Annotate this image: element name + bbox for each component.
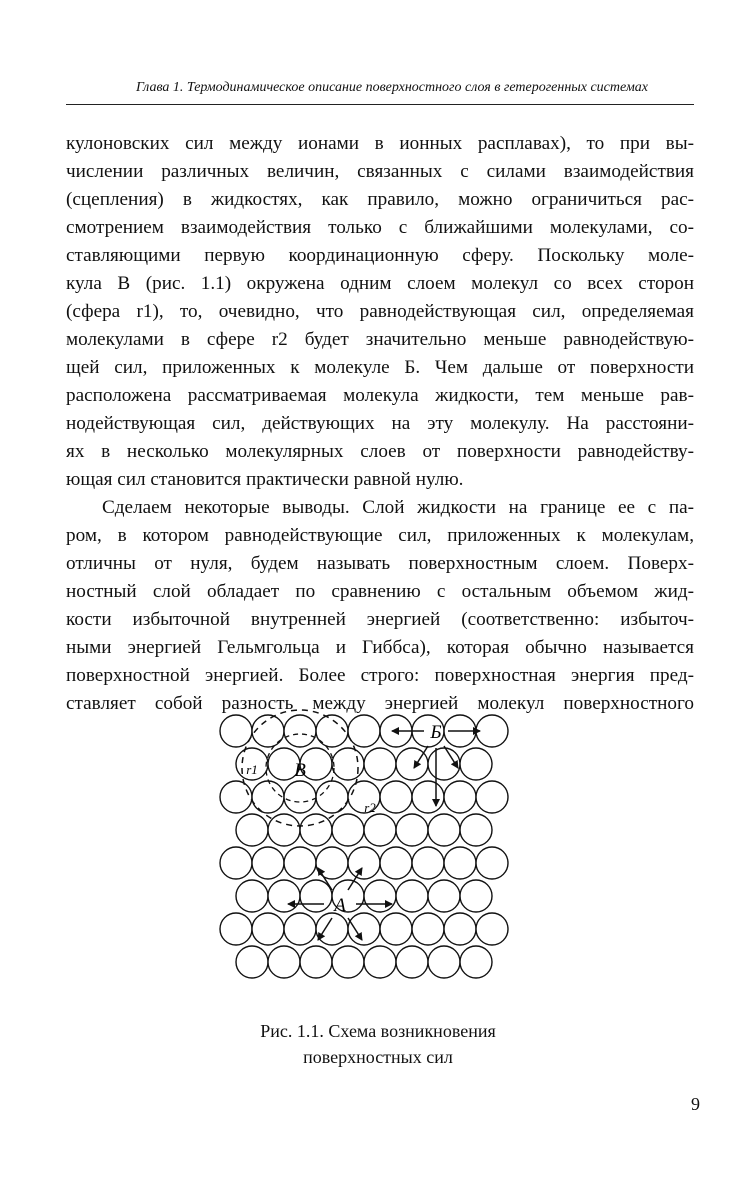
molecule [348, 715, 380, 747]
molecule [236, 946, 268, 978]
molecule [284, 715, 316, 747]
molecule [412, 847, 444, 879]
molecule [460, 748, 492, 780]
molecule [396, 880, 428, 912]
molecule [220, 781, 252, 813]
header-rule [66, 104, 694, 105]
paragraph-2 [66, 494, 694, 718]
figure-caption [178, 1018, 578, 1070]
molecule [236, 880, 268, 912]
text-line: кости избыточной внутренней энергией (соответственно: избыточ- [66, 609, 694, 630]
text-line: нодействующая сил, действующих на эту молекулу. На расстояни- [66, 413, 694, 434]
molecule [364, 748, 396, 780]
molecule [428, 946, 460, 978]
text-line: поверхностной энергией. Более строго: поверхностная энергия пред- [66, 665, 694, 686]
molecule [252, 715, 284, 747]
molecule [380, 847, 412, 879]
text-line: кула В (рис. 1.1) окружена одним слоем молекул со всех сторон [66, 273, 694, 294]
text-line: молекулами в сфере r2 будет значительно меньше равнодействую- [66, 329, 694, 350]
text-line: ностный слой обладает по сравнению с остальным объемом жид- [66, 581, 694, 602]
paragraph-1 [66, 130, 694, 494]
molecule [460, 814, 492, 846]
text-line: смотрением взаимодействия только с ближайшими молекулами, со- [66, 217, 694, 238]
molecule [348, 913, 380, 945]
molecule [444, 913, 476, 945]
label-molecule-v: В [294, 760, 306, 781]
text-line: ях в несколько молекулярных слоев от поверхности равнодейству- [66, 441, 694, 462]
molecule [316, 781, 348, 813]
molecule [316, 847, 348, 879]
molecule [396, 946, 428, 978]
molecule-diagram [214, 708, 544, 1008]
molecule [396, 814, 428, 846]
label-molecule-b: Б [430, 722, 442, 743]
molecule-diagram-svg [214, 708, 544, 1008]
text-line: отличны от нуля, будем называть поверхностным слоем. Поверх- [66, 553, 694, 574]
text-line: ными энергией Гельмгольца и Гиббса), которая обычно называется [66, 637, 694, 658]
body-text [66, 130, 694, 718]
molecule [364, 880, 396, 912]
molecule [428, 880, 460, 912]
text-line: Сделаем некоторые выводы. Слой жидкости на границе ее с па- [102, 497, 694, 518]
text-line: щей сил, приложенных к молекуле Б. Чем дальше от поверхности [66, 357, 694, 378]
molecule [236, 814, 268, 846]
molecule [300, 946, 332, 978]
molecule [476, 913, 508, 945]
molecule [268, 880, 300, 912]
molecule [380, 913, 412, 945]
page-number: 9 [691, 1094, 700, 1114]
molecule [364, 814, 396, 846]
molecule [268, 814, 300, 846]
text-line: числении различных величин, связанных с силами взаимодействия [66, 161, 694, 182]
molecule [332, 946, 364, 978]
caption-line-1: Рис. 1.1. Схема возникновения [260, 1021, 496, 1041]
molecule [364, 946, 396, 978]
text-line: (сцепления) в жидкостях, как правило, можно ограничиться рас- [66, 189, 694, 210]
molecule [220, 715, 252, 747]
molecule [444, 847, 476, 879]
molecule-grid [220, 715, 508, 978]
molecule [284, 781, 316, 813]
running-header: Глава 1. Термодинамическое описание поверхностного слоя в гетерогенных системах [135, 80, 649, 95]
text-line: кулоновских сил между ионами в ионных расплавах), то при вы- [66, 133, 694, 154]
molecule [380, 781, 412, 813]
caption-line-2: поверхностных сил [303, 1047, 453, 1067]
molecule [476, 715, 508, 747]
text-line: ставляющими первую координационную сферу. Поскольку моле- [66, 245, 694, 266]
molecule [300, 814, 332, 846]
molecule [460, 880, 492, 912]
molecule [316, 715, 348, 747]
label-r2: r2 [364, 800, 376, 815]
molecule [220, 847, 252, 879]
molecule [428, 814, 460, 846]
label-r1: r1 [246, 762, 258, 777]
molecule [332, 814, 364, 846]
molecule [460, 946, 492, 978]
text-line: расположена рассматриваемая молекула жидкости, тем меньше рав- [66, 385, 694, 406]
molecule [268, 946, 300, 978]
molecule [476, 781, 508, 813]
molecule [284, 913, 316, 945]
text-line: ющая сил становится практически равной нулю. [66, 469, 464, 490]
molecule [252, 847, 284, 879]
molecule [332, 748, 364, 780]
text-line: (сфера r1), то, очевидно, что равнодействующая сил, определяемая [66, 301, 694, 322]
molecule [252, 781, 284, 813]
label-molecule-a: А [334, 895, 346, 916]
molecule [316, 913, 348, 945]
text-line: ром, в котором равнодействующие сил, приложенных к молекулам, [66, 525, 694, 546]
molecule [412, 913, 444, 945]
molecule [252, 913, 284, 945]
molecule [220, 913, 252, 945]
text-line: ставляет собой разность между энергией молекул поверхностного [66, 693, 694, 714]
molecule [412, 781, 444, 813]
molecule [284, 847, 316, 879]
molecule [476, 847, 508, 879]
molecule [348, 847, 380, 879]
molecule [444, 781, 476, 813]
molecule [300, 880, 332, 912]
